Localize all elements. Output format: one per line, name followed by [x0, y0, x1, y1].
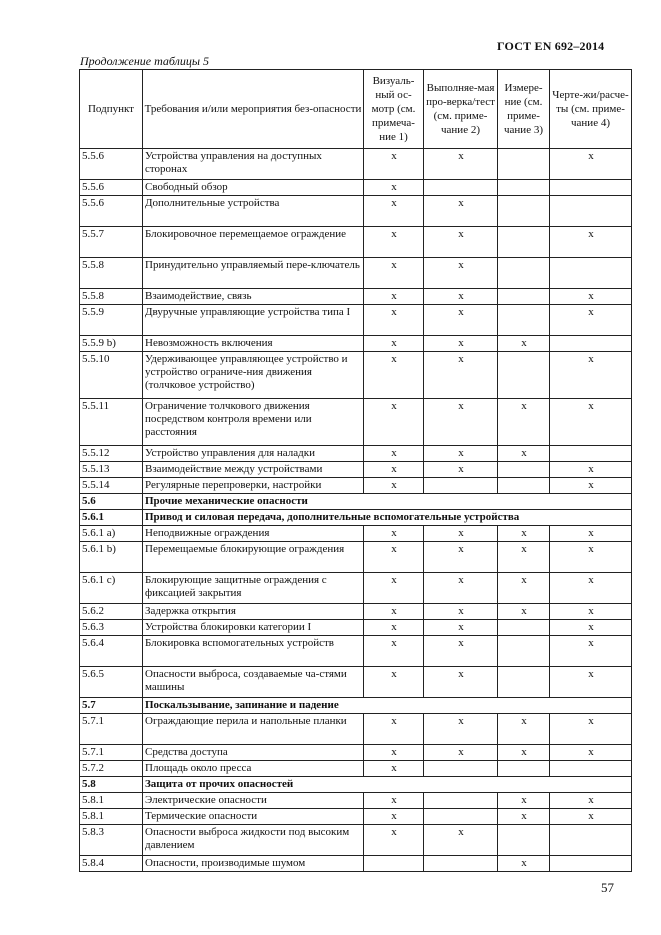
visual-check-mark: x — [364, 714, 424, 745]
visual-check-mark: x — [364, 352, 424, 399]
table-caption: Продолжение таблицы 5 — [80, 54, 210, 68]
subclause-cell: 5.5.9 — [80, 305, 143, 336]
functional-test-mark: x — [424, 667, 498, 698]
drawing-mark — [550, 196, 632, 227]
subclause-cell: 5.5.6 — [80, 196, 143, 227]
drawing-mark: x — [550, 604, 632, 620]
functional-test-mark: x — [424, 745, 498, 761]
table-header-row — [80, 70, 632, 149]
visual-check-mark: x — [364, 227, 424, 258]
requirement-cell: Опасности, производимые шумом — [143, 856, 364, 872]
section-number: 5.6 — [80, 494, 143, 510]
subclause-cell: 5.5.7 — [80, 227, 143, 258]
drawing-mark — [550, 258, 632, 289]
table-row — [80, 573, 632, 604]
subclause-cell: 5.6.1 a) — [80, 526, 143, 542]
table-row — [80, 180, 632, 196]
measurement-mark: x — [498, 526, 550, 542]
functional-test-mark: x — [424, 227, 498, 258]
drawing-mark: x — [550, 573, 632, 604]
section-number: 5.7 — [80, 698, 143, 714]
functional-test-mark: x — [424, 305, 498, 336]
requirement-cell: Опасности выброса, создаваемые ча-стями машины — [143, 667, 364, 698]
measurement-mark: x — [498, 714, 550, 745]
drawing-mark: x — [550, 478, 632, 494]
visual-check-mark: x — [364, 526, 424, 542]
requirement-cell: Ограждающие перила и напольные планки — [143, 714, 364, 745]
requirement-cell: Опасности выброса жидкости под высоким давлением — [143, 825, 364, 856]
subclause-cell: 5.5.14 — [80, 478, 143, 494]
table-row — [80, 761, 632, 777]
measurement-mark: x — [498, 809, 550, 825]
visual-check-mark: x — [364, 462, 424, 478]
drawing-mark: x — [550, 714, 632, 745]
measurement-mark — [498, 258, 550, 289]
functional-test-mark — [424, 793, 498, 809]
functional-test-mark: x — [424, 352, 498, 399]
subclause-cell: 5.7.1 — [80, 714, 143, 745]
col-header-requirements: Требования и/или мероприятия без-опасности — [143, 70, 364, 149]
functional-test-mark: x — [424, 604, 498, 620]
subclause-cell: 5.6.2 — [80, 604, 143, 620]
requirement-cell: Ограничение толчкового движения посредством контроля времени или расстояния — [143, 399, 364, 446]
requirements-table — [79, 69, 632, 872]
subclause-cell: 5.6.1 b) — [80, 542, 143, 573]
table-row — [80, 745, 632, 761]
table-row — [80, 399, 632, 446]
col-header-functional: Выполняе-мая про-верка/тест (см. приме-чание 2) — [424, 70, 498, 149]
table-row — [80, 336, 632, 352]
functional-test-mark: x — [424, 336, 498, 352]
visual-check-mark: x — [364, 336, 424, 352]
section-title: Защита от прочих опасностей — [143, 777, 632, 793]
requirement-cell: Блокирующие защитные ограждения с фиксацией закрытия — [143, 573, 364, 604]
visual-check-mark: x — [364, 604, 424, 620]
subclause-cell: 5.8.4 — [80, 856, 143, 872]
section-title: Привод и силовая передача, дополнительные вспомогательные устройства — [143, 510, 632, 526]
drawing-mark: x — [550, 526, 632, 542]
measurement-mark — [498, 305, 550, 336]
visual-check-mark: x — [364, 825, 424, 856]
functional-test-mark — [424, 809, 498, 825]
functional-test-mark: x — [424, 636, 498, 667]
page-number: 57 — [601, 880, 614, 895]
drawing-mark — [550, 761, 632, 777]
measurement-mark — [498, 149, 550, 180]
functional-test-mark: x — [424, 620, 498, 636]
visual-check-mark: x — [364, 180, 424, 196]
functional-test-mark: x — [424, 446, 498, 462]
table-row — [80, 825, 632, 856]
subclause-cell: 5.5.13 — [80, 462, 143, 478]
table-row — [80, 289, 632, 305]
requirement-cell: Устройства управления на доступных сторонах — [143, 149, 364, 180]
visual-check-mark: x — [364, 258, 424, 289]
subclause-cell: 5.5.12 — [80, 446, 143, 462]
drawing-mark: x — [550, 809, 632, 825]
requirement-cell: Взаимодействие, связь — [143, 289, 364, 305]
requirement-cell: Регулярные перепроверки, настройки — [143, 478, 364, 494]
visual-check-mark: x — [364, 620, 424, 636]
drawing-mark: x — [550, 542, 632, 573]
requirement-cell: Двуручные управляющие устройства типа I — [143, 305, 364, 336]
table-row — [80, 196, 632, 227]
measurement-mark: x — [498, 542, 550, 573]
table-row — [80, 258, 632, 289]
measurement-mark — [498, 462, 550, 478]
requirement-cell: Взаимодействие между устройствами — [143, 462, 364, 478]
functional-test-mark: x — [424, 149, 498, 180]
drawing-mark: x — [550, 745, 632, 761]
visual-check-mark: x — [364, 745, 424, 761]
requirement-cell: Блокировочное перемещаемое ограждение — [143, 227, 364, 258]
requirement-cell: Задержка открытия — [143, 604, 364, 620]
subclause-cell: 5.8.1 — [80, 793, 143, 809]
subclause-cell: 5.8.3 — [80, 825, 143, 856]
drawing-mark: x — [550, 289, 632, 305]
col-header-drawing: Черте-жи/расче-ты (см. приме-чание 4) — [550, 70, 632, 149]
section-title: Поскальзывание, запинание и падение — [143, 698, 632, 714]
table-row — [80, 149, 632, 180]
visual-check-mark: x — [364, 667, 424, 698]
measurement-mark: x — [498, 336, 550, 352]
requirement-cell: Площадь около пресса — [143, 761, 364, 777]
table-row — [80, 352, 632, 399]
col-header-subclause: Подпункт — [80, 70, 143, 149]
visual-check-mark: x — [364, 289, 424, 305]
functional-test-mark: x — [424, 526, 498, 542]
subclause-cell: 5.6.5 — [80, 667, 143, 698]
drawing-mark: x — [550, 462, 632, 478]
table-row — [80, 667, 632, 698]
drawing-mark — [550, 180, 632, 196]
requirement-cell: Блокировка вспомогательных устройств — [143, 636, 364, 667]
drawing-mark: x — [550, 149, 632, 180]
measurement-mark: x — [498, 573, 550, 604]
measurement-mark — [498, 180, 550, 196]
functional-test-mark: x — [424, 462, 498, 478]
table-row — [80, 604, 632, 620]
drawing-mark: x — [550, 793, 632, 809]
section-number: 5.6.1 — [80, 510, 143, 526]
visual-check-mark: x — [364, 761, 424, 777]
functional-test-mark: x — [424, 399, 498, 446]
table-row — [80, 542, 632, 573]
measurement-mark — [498, 620, 550, 636]
requirement-cell: Дополнительные устройства — [143, 196, 364, 227]
section-row — [80, 777, 632, 793]
section-row — [80, 494, 632, 510]
subclause-cell: 5.7.2 — [80, 761, 143, 777]
functional-test-mark — [424, 761, 498, 777]
requirement-cell: Неподвижные ограждения — [143, 526, 364, 542]
drawing-mark: x — [550, 636, 632, 667]
functional-test-mark: x — [424, 542, 498, 573]
requirement-cell: Принудительно управляемый пере-ключатель — [143, 258, 364, 289]
requirement-cell: Удерживающее управляющее устройство и устройство ограниче-ния движения (толчковое устройство) — [143, 352, 364, 399]
measurement-mark — [498, 761, 550, 777]
functional-test-mark — [424, 180, 498, 196]
measurement-mark: x — [498, 399, 550, 446]
visual-check-mark: x — [364, 793, 424, 809]
requirement-cell: Термические опасности — [143, 809, 364, 825]
visual-check-mark: x — [364, 542, 424, 573]
drawing-mark — [550, 825, 632, 856]
section-title: Прочие механические опасности — [143, 494, 632, 510]
drawing-mark — [550, 856, 632, 872]
drawing-mark — [550, 446, 632, 462]
table-row — [80, 714, 632, 745]
visual-check-mark: x — [364, 478, 424, 494]
table-row — [80, 856, 632, 872]
visual-check-mark: x — [364, 446, 424, 462]
subclause-cell: 5.5.8 — [80, 289, 143, 305]
subclause-cell: 5.5.9 b) — [80, 336, 143, 352]
drawing-mark: x — [550, 399, 632, 446]
visual-check-mark: x — [364, 573, 424, 604]
functional-test-mark: x — [424, 196, 498, 227]
drawing-mark: x — [550, 352, 632, 399]
requirement-cell: Устройство управления для наладки — [143, 446, 364, 462]
section-number: 5.8 — [80, 777, 143, 793]
measurement-mark — [498, 478, 550, 494]
functional-test-mark — [424, 478, 498, 494]
visual-check-mark: x — [364, 305, 424, 336]
table-row — [80, 227, 632, 258]
document-code: ГОСТ EN 692–2014 — [497, 39, 605, 53]
measurement-mark — [498, 196, 550, 227]
visual-check-mark: x — [364, 149, 424, 180]
col-header-visual: Визуаль-ный ос-мотр (см. примеча-ние 1) — [364, 70, 424, 149]
section-row — [80, 698, 632, 714]
requirement-cell: Свободный обзор — [143, 180, 364, 196]
subclause-cell: 5.8.1 — [80, 809, 143, 825]
col-header-measurement: Измере-ние (см. приме-чание 3) — [498, 70, 550, 149]
requirement-cell: Средства доступа — [143, 745, 364, 761]
table-row — [80, 305, 632, 336]
functional-test-mark: x — [424, 825, 498, 856]
measurement-mark — [498, 636, 550, 667]
table-row — [80, 620, 632, 636]
functional-test-mark: x — [424, 714, 498, 745]
visual-check-mark: x — [364, 636, 424, 667]
requirement-cell: Невозможность включения — [143, 336, 364, 352]
table-row — [80, 793, 632, 809]
functional-test-mark: x — [424, 289, 498, 305]
measurement-mark — [498, 227, 550, 258]
measurement-mark: x — [498, 604, 550, 620]
visual-check-mark: x — [364, 196, 424, 227]
measurement-mark: x — [498, 793, 550, 809]
subclause-cell: 5.6.1 c) — [80, 573, 143, 604]
functional-test-mark: x — [424, 573, 498, 604]
measurement-mark — [498, 352, 550, 399]
drawing-mark: x — [550, 667, 632, 698]
measurement-mark — [498, 289, 550, 305]
functional-test-mark: x — [424, 258, 498, 289]
measurement-mark: x — [498, 745, 550, 761]
table-row — [80, 636, 632, 667]
drawing-mark: x — [550, 227, 632, 258]
subclause-cell: 5.5.11 — [80, 399, 143, 446]
visual-check-mark — [364, 856, 424, 872]
requirement-cell: Устройства блокировки категории I — [143, 620, 364, 636]
measurement-mark: x — [498, 446, 550, 462]
measurement-mark — [498, 667, 550, 698]
drawing-mark: x — [550, 305, 632, 336]
table-row — [80, 526, 632, 542]
subclause-cell: 5.5.6 — [80, 180, 143, 196]
table-row — [80, 478, 632, 494]
drawing-mark — [550, 336, 632, 352]
subclause-cell: 5.5.6 — [80, 149, 143, 180]
table-row — [80, 446, 632, 462]
section-row — [80, 510, 632, 526]
measurement-mark: x — [498, 856, 550, 872]
measurement-mark — [498, 825, 550, 856]
table-row — [80, 462, 632, 478]
requirement-cell: Электрические опасности — [143, 793, 364, 809]
requirement-cell: Перемещаемые блокирующие ограждения — [143, 542, 364, 573]
visual-check-mark: x — [364, 809, 424, 825]
subclause-cell: 5.6.4 — [80, 636, 143, 667]
subclause-cell: 5.5.10 — [80, 352, 143, 399]
subclause-cell: 5.5.8 — [80, 258, 143, 289]
subclause-cell: 5.6.3 — [80, 620, 143, 636]
visual-check-mark: x — [364, 399, 424, 446]
subclause-cell: 5.7.1 — [80, 745, 143, 761]
drawing-mark: x — [550, 620, 632, 636]
table-row — [80, 809, 632, 825]
functional-test-mark — [424, 856, 498, 872]
